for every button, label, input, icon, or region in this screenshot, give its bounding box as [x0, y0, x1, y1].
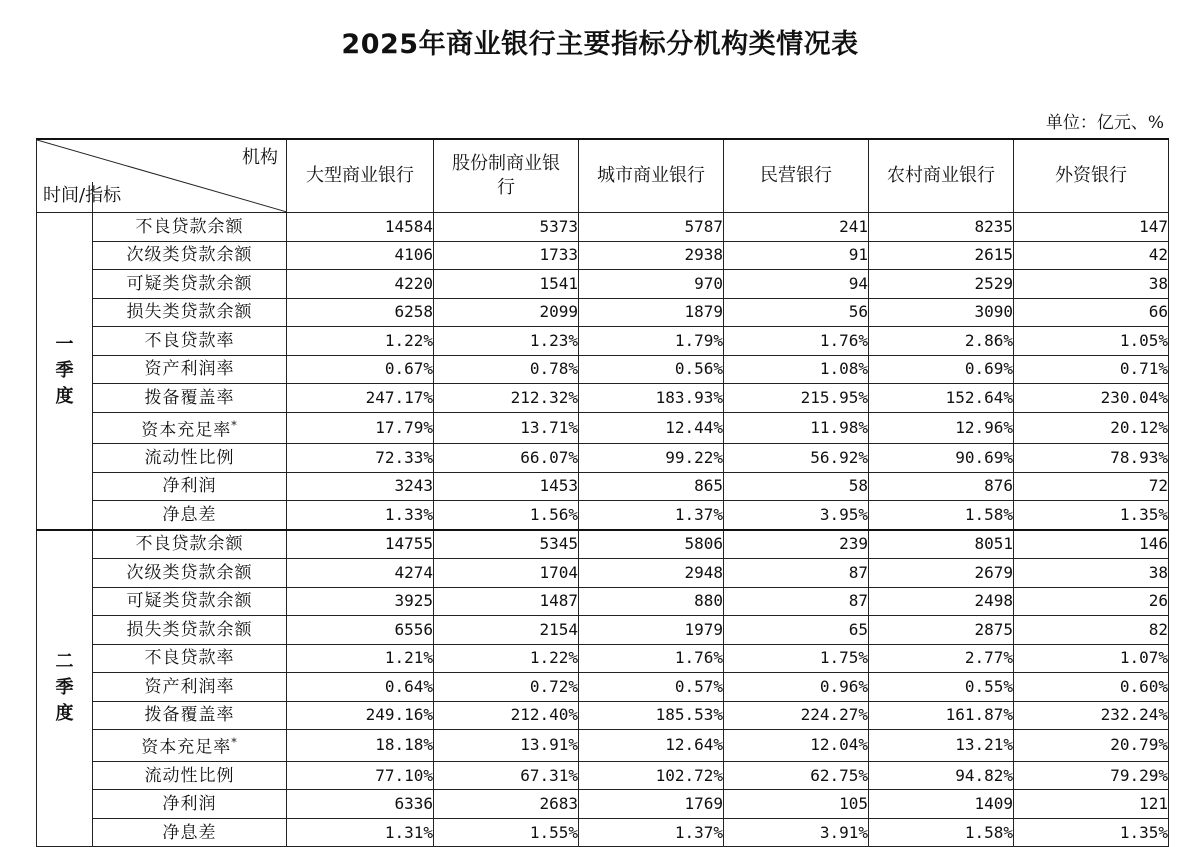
value-cell: 0.56%: [579, 355, 724, 384]
metric-label: 资产利润率: [93, 673, 287, 702]
metric-label: 净息差: [93, 818, 287, 847]
metric-label: 不良贷款率: [93, 644, 287, 673]
value-cell: 14755: [287, 530, 434, 559]
value-cell: 2679: [869, 559, 1014, 588]
value-cell: 121: [1014, 790, 1169, 819]
value-cell: 0.78%: [434, 355, 579, 384]
metric-label: 不良贷款余额: [93, 530, 287, 559]
metric-label: 损失类贷款余额: [93, 298, 287, 327]
value-cell: 183.93%: [579, 384, 724, 413]
value-cell: 1.07%: [1014, 644, 1169, 673]
value-cell: 1769: [579, 790, 724, 819]
value-cell: 1.22%: [287, 327, 434, 356]
value-cell: 91: [724, 241, 869, 270]
metric-label: 流动性比例: [93, 761, 287, 790]
value-cell: 5806: [579, 530, 724, 559]
value-cell: 2938: [579, 241, 724, 270]
metric-label: 资产利润率: [93, 355, 287, 384]
metric-label: 净息差: [93, 501, 287, 530]
value-cell: 185.53%: [579, 701, 724, 730]
value-cell: 212.40%: [434, 701, 579, 730]
value-cell: 2875: [869, 616, 1014, 645]
value-cell: 38: [1014, 559, 1169, 588]
value-cell: 6556: [287, 616, 434, 645]
value-cell: 12.04%: [724, 730, 869, 762]
value-cell: 65: [724, 616, 869, 645]
value-cell: 0.60%: [1014, 673, 1169, 702]
value-cell: 77.10%: [287, 761, 434, 790]
value-cell: 105: [724, 790, 869, 819]
value-cell: 1.35%: [1014, 818, 1169, 847]
value-cell: 212.32%: [434, 384, 579, 413]
metric-label: 次级类贷款余额: [93, 559, 287, 588]
table-row: [37, 501, 1169, 530]
value-cell: 94.82%: [869, 761, 1014, 790]
table-row: [37, 412, 1169, 444]
value-cell: 1.56%: [434, 501, 579, 530]
value-cell: 3925: [287, 587, 434, 616]
table-body: [37, 213, 1169, 847]
value-cell: 8051: [869, 530, 1014, 559]
value-cell: 1.58%: [869, 818, 1014, 847]
value-cell: 2099: [434, 298, 579, 327]
footnote-marker: *: [231, 736, 238, 750]
value-cell: 1.37%: [579, 501, 724, 530]
value-cell: 17.79%: [287, 412, 434, 444]
value-cell: 249.16%: [287, 701, 434, 730]
value-cell: 66: [1014, 298, 1169, 327]
corner-divider: [92, 182, 93, 212]
value-cell: 38: [1014, 270, 1169, 299]
value-cell: 13.21%: [869, 730, 1014, 762]
value-cell: 5787: [579, 213, 724, 242]
value-cell: 146: [1014, 530, 1169, 559]
metric-label: 拨备覆盖率: [93, 384, 287, 413]
value-cell: 6258: [287, 298, 434, 327]
value-cell: 0.96%: [724, 673, 869, 702]
value-cell: 2529: [869, 270, 1014, 299]
value-cell: 2615: [869, 241, 1014, 270]
metric-label: 净利润: [93, 790, 287, 819]
column-header-foreign-banks: 外资银行: [1014, 139, 1169, 213]
table-row: [37, 559, 1169, 588]
value-cell: 152.64%: [869, 384, 1014, 413]
metric-label: 资本充足率*: [93, 730, 287, 762]
value-cell: 3.95%: [724, 501, 869, 530]
value-cell: 1.79%: [579, 327, 724, 356]
value-cell: 1.35%: [1014, 501, 1169, 530]
value-cell: 161.87%: [869, 701, 1014, 730]
value-cell: 1.76%: [724, 327, 869, 356]
column-header-private-banks: 民营银行: [724, 139, 869, 213]
value-cell: 1.23%: [434, 327, 579, 356]
value-cell: 72.33%: [287, 444, 434, 473]
table-row: [37, 730, 1169, 762]
table-row: [37, 270, 1169, 299]
value-cell: 87: [724, 559, 869, 588]
value-cell: 0.67%: [287, 355, 434, 384]
table-row: [37, 587, 1169, 616]
value-cell: 1.05%: [1014, 327, 1169, 356]
value-cell: 20.79%: [1014, 730, 1169, 762]
value-cell: 6336: [287, 790, 434, 819]
value-cell: 876: [869, 472, 1014, 501]
value-cell: 0.69%: [869, 355, 1014, 384]
value-cell: 8235: [869, 213, 1014, 242]
value-cell: 1453: [434, 472, 579, 501]
table-row: [37, 384, 1169, 413]
value-cell: 20.12%: [1014, 412, 1169, 444]
table-row: [37, 213, 1169, 242]
metric-label: 拨备覆盖率: [93, 701, 287, 730]
value-cell: 0.64%: [287, 673, 434, 702]
value-cell: 2.86%: [869, 327, 1014, 356]
value-cell: 87: [724, 587, 869, 616]
table-row: [37, 241, 1169, 270]
column-header-large-banks: 大型商业银行: [287, 139, 434, 213]
value-cell: 18.18%: [287, 730, 434, 762]
quarter-label: [37, 530, 93, 847]
header-row: [37, 139, 1169, 213]
value-cell: 3090: [869, 298, 1014, 327]
column-header-rural-banks: 农村商业银行: [869, 139, 1014, 213]
value-cell: 1704: [434, 559, 579, 588]
value-cell: 1.22%: [434, 644, 579, 673]
value-cell: 1.37%: [579, 818, 724, 847]
value-cell: 42: [1014, 241, 1169, 270]
value-cell: 82: [1014, 616, 1169, 645]
value-cell: 5373: [434, 213, 579, 242]
value-cell: 94: [724, 270, 869, 299]
value-cell: 3243: [287, 472, 434, 501]
value-cell: 102.72%: [579, 761, 724, 790]
value-cell: 12.96%: [869, 412, 1014, 444]
value-cell: 12.44%: [579, 412, 724, 444]
table-row: [37, 472, 1169, 501]
metric-label: 可疑类贷款余额: [93, 270, 287, 299]
value-cell: 1.75%: [724, 644, 869, 673]
value-cell: 14584: [287, 213, 434, 242]
value-cell: 4220: [287, 270, 434, 299]
metric-label: 可疑类贷款余额: [93, 587, 287, 616]
metric-label: 次级类贷款余额: [93, 241, 287, 270]
table-row: [37, 530, 1169, 559]
value-cell: 1.08%: [724, 355, 869, 384]
column-header-city-banks: 城市商业银行: [579, 139, 724, 213]
metric-label: 资本充足率*: [93, 412, 287, 444]
table-row: [37, 701, 1169, 730]
value-cell: 4106: [287, 241, 434, 270]
value-cell: 2498: [869, 587, 1014, 616]
value-cell: 78.93%: [1014, 444, 1169, 473]
value-cell: 66.07%: [434, 444, 579, 473]
value-cell: 147: [1014, 213, 1169, 242]
column-header-joint-stock-text: 股份制商业银行: [452, 153, 560, 198]
value-cell: 3.91%: [724, 818, 869, 847]
value-cell: 2.77%: [869, 644, 1014, 673]
table-row: [37, 790, 1169, 819]
value-cell: 62.75%: [724, 761, 869, 790]
footnote-marker: *: [231, 418, 238, 432]
quarter-label: [37, 213, 93, 530]
value-cell: 1409: [869, 790, 1014, 819]
value-cell: 12.64%: [579, 730, 724, 762]
metric-label: 净利润: [93, 472, 287, 501]
value-cell: 5345: [434, 530, 579, 559]
column-header-joint-stock-banks: [434, 139, 579, 213]
value-cell: 224.27%: [724, 701, 869, 730]
value-cell: 1733: [434, 241, 579, 270]
metric-label: 不良贷款余额: [93, 213, 287, 242]
quarter-label-text: 二季度: [55, 651, 74, 725]
value-cell: 1879: [579, 298, 724, 327]
value-cell: 79.29%: [1014, 761, 1169, 790]
table-row: [37, 298, 1169, 327]
value-cell: 247.17%: [287, 384, 434, 413]
table-row: [37, 355, 1169, 384]
value-cell: 215.95%: [724, 384, 869, 413]
table-row: [37, 673, 1169, 702]
table-row: [37, 644, 1169, 673]
value-cell: 1.58%: [869, 501, 1014, 530]
value-cell: 0.71%: [1014, 355, 1169, 384]
value-cell: 1.55%: [434, 818, 579, 847]
value-cell: 239: [724, 530, 869, 559]
table-row: [37, 327, 1169, 356]
value-cell: 2154: [434, 616, 579, 645]
value-cell: 1.33%: [287, 501, 434, 530]
value-cell: 13.71%: [434, 412, 579, 444]
value-cell: 970: [579, 270, 724, 299]
quarter-label-text: 一季度: [55, 333, 74, 407]
value-cell: 26: [1014, 587, 1169, 616]
value-cell: 241: [724, 213, 869, 242]
metric-label: 流动性比例: [93, 444, 287, 473]
value-cell: 2948: [579, 559, 724, 588]
indicator-table: [36, 138, 1169, 847]
value-cell: 0.57%: [579, 673, 724, 702]
value-cell: 99.22%: [579, 444, 724, 473]
value-cell: 11.98%: [724, 412, 869, 444]
value-cell: 90.69%: [869, 444, 1014, 473]
value-cell: 56: [724, 298, 869, 327]
value-cell: 232.24%: [1014, 701, 1169, 730]
value-cell: 1541: [434, 270, 579, 299]
value-cell: 1487: [434, 587, 579, 616]
value-cell: 4274: [287, 559, 434, 588]
corner-label-institution: 机构: [242, 147, 278, 168]
value-cell: 1.21%: [287, 644, 434, 673]
table-row: [37, 444, 1169, 473]
value-cell: 230.04%: [1014, 384, 1169, 413]
value-cell: 2683: [434, 790, 579, 819]
table-row: [37, 761, 1169, 790]
value-cell: 58: [724, 472, 869, 501]
value-cell: 13.91%: [434, 730, 579, 762]
value-cell: 880: [579, 587, 724, 616]
header-corner-cell: [37, 139, 287, 213]
value-cell: 1.76%: [579, 644, 724, 673]
metric-label: 不良贷款率: [93, 327, 287, 356]
value-cell: 67.31%: [434, 761, 579, 790]
value-cell: 0.55%: [869, 673, 1014, 702]
value-cell: 1979: [579, 616, 724, 645]
value-cell: 56.92%: [724, 444, 869, 473]
table-row: [37, 616, 1169, 645]
unit-label: 单位：亿元、%: [1045, 113, 1164, 133]
metric-label: 损失类贷款余额: [93, 616, 287, 645]
value-cell: 0.72%: [434, 673, 579, 702]
value-cell: 72: [1014, 472, 1169, 501]
page-title: 2025年商业银行主要指标分机构类情况表: [341, 29, 859, 60]
value-cell: 865: [579, 472, 724, 501]
corner-label-time-indicator: 时间/指标: [43, 185, 122, 206]
value-cell: 1.31%: [287, 818, 434, 847]
